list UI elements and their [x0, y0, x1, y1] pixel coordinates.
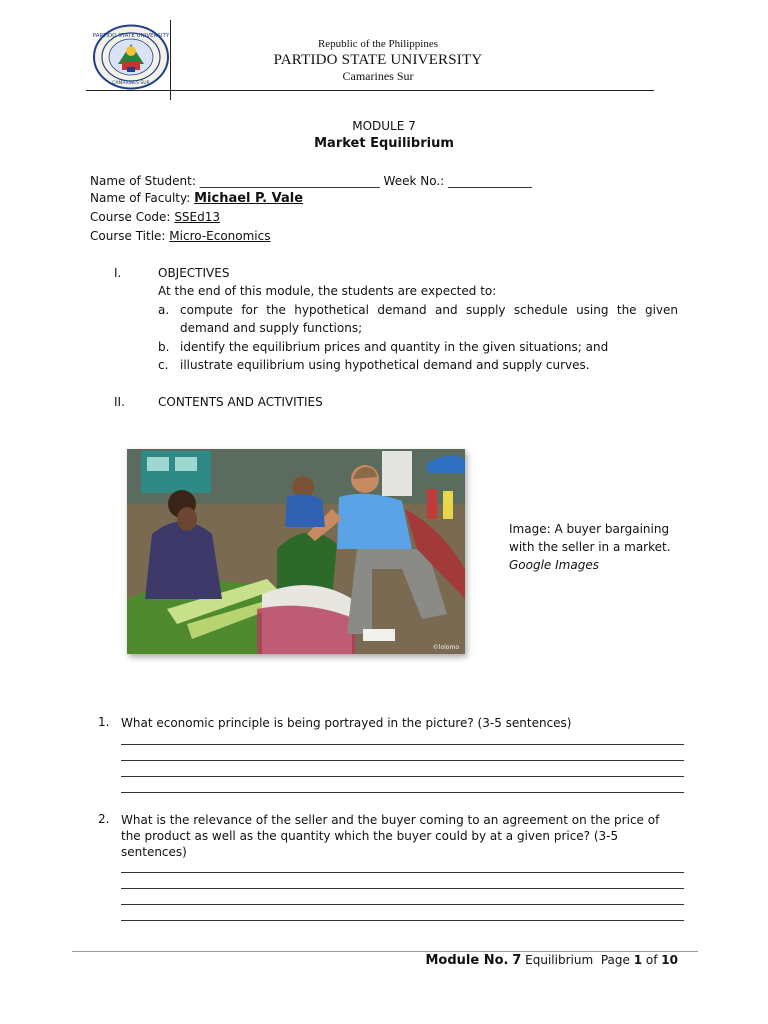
question-text: What is the relevance of the seller and the buyer coming to an agreement on the price of the product as well as the quantity which the buyer could by at a given price? (3-5 sentences): [121, 813, 660, 859]
week-blank: ______________: [448, 174, 533, 188]
university-seal-logo: [92, 24, 170, 90]
course-title-label: Course Title:: [90, 229, 166, 243]
answer-line[interactable]: [121, 888, 684, 889]
seal-text-top: PARTIDO STATE UNIVERSITY: [92, 33, 170, 39]
footer-page-current: 1: [633, 953, 643, 967]
question-number: 2.: [98, 812, 110, 826]
header-divider-horizontal: [86, 90, 654, 91]
page-footer: [425, 953, 678, 968]
answer-line[interactable]: [121, 776, 684, 777]
answer-line[interactable]: [121, 744, 684, 745]
objective-letter: c.: [158, 358, 169, 372]
contents-numeral: II.: [114, 395, 125, 409]
objective-item: [158, 356, 678, 374]
university-name: PARTIDO STATE UNIVERSITY: [273, 52, 483, 68]
footer-module-number: 7: [512, 953, 522, 968]
module-title: Market Equilibrium: [314, 136, 454, 151]
answer-line[interactable]: [121, 792, 684, 793]
objective-text: compute for the hypothetical demand and supply schedule using the given demand and supply functions;: [180, 303, 678, 335]
week-label: Week No.:: [383, 174, 445, 188]
objective-letter: b.: [158, 340, 170, 354]
market-photo: [127, 449, 465, 654]
objectives-heading: OBJECTIVES: [158, 266, 230, 280]
course-code-row: [90, 210, 220, 224]
course-code-value: SSEd13: [174, 210, 221, 224]
footer-page-label: Page: [600, 953, 630, 967]
objective-text: identify the equilibrium prices and quantity in the given situations; and: [180, 340, 609, 354]
objective-text: illustrate equilibrium using hypothetical demand and supply curves.: [180, 358, 590, 372]
footer-module-label: Module No.: [425, 953, 509, 968]
answer-line[interactable]: [121, 760, 684, 761]
seal-text-bottom: CAMARINES SUR: [112, 81, 150, 86]
student-name-row: [90, 174, 532, 188]
contents-heading: CONTENTS AND ACTIVITIES: [158, 395, 323, 409]
objective-item: [158, 301, 678, 337]
objective-letter: a.: [158, 303, 170, 317]
answer-line[interactable]: [121, 920, 684, 921]
course-title-row: [90, 229, 271, 243]
faculty-name: Michael P. Vale: [194, 191, 304, 206]
photo-watermark: ©lolomo: [432, 644, 459, 651]
footer-page-total: 10: [661, 953, 678, 967]
answer-line[interactable]: [121, 872, 684, 873]
objective-item: [158, 338, 678, 356]
module-number: MODULE 7: [352, 119, 416, 133]
answer-line[interactable]: [121, 904, 684, 905]
market-scene-illustration: [127, 449, 465, 654]
objectives-numeral: I.: [114, 266, 122, 280]
republic-line: Republic of the Philippines: [317, 38, 439, 50]
objectives-intro: At the end of this module, the students are expected to:: [158, 284, 497, 298]
faculty-row: [90, 191, 303, 206]
footer-of-label: of: [645, 953, 658, 967]
course-title-value: Micro-Economics: [169, 229, 271, 243]
caption-line-1: Image: A buyer bargaining: [509, 522, 670, 536]
faculty-label: Name of Faculty:: [90, 191, 191, 205]
student-label: Name of Student:: [90, 174, 196, 188]
header-divider-vertical: [170, 20, 171, 100]
caption-source: Google Images: [509, 558, 599, 572]
province-line: Camarines Sur: [342, 69, 414, 83]
student-blank: ______________________________: [199, 174, 380, 188]
question-text: What economic principle is being portrayed in the picture? (3-5 sentences): [121, 716, 572, 730]
footer-topic: Equilibrium: [525, 953, 594, 967]
course-code-label: Course Code:: [90, 210, 171, 224]
caption-line-2: with the seller in a market.: [509, 540, 671, 554]
photo-caption: [509, 520, 709, 574]
footer-divider: [72, 951, 698, 952]
question-number: 1.: [98, 715, 110, 729]
